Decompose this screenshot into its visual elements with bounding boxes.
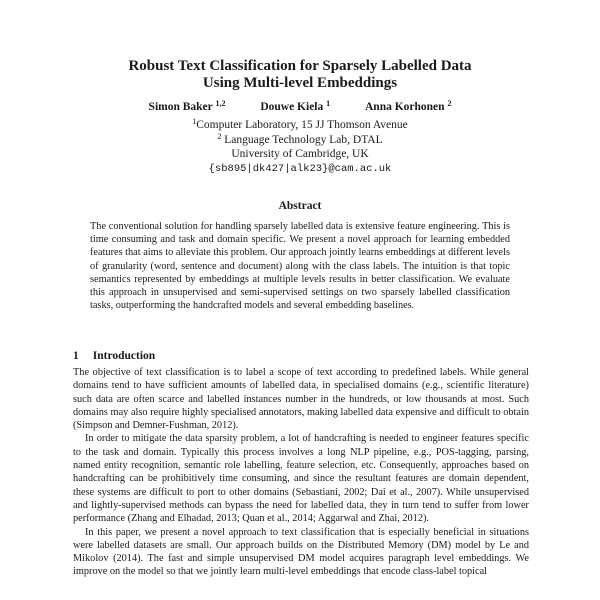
affil-text: Language Technology Lab, DTAL [224, 133, 383, 146]
title-line-1: Robust Text Classification for Sparsely Labelled Data [128, 58, 472, 74]
author-name: Simon Baker [148, 101, 213, 113]
paragraph: In order to mitigate the data sparsity problem, a lot of handcrafting is needed to engineer features specific to the task and domain. Typically this process involves a long NLP pipeline, e.g., POS-tagging, parsing, named entity recognition, semantic role labelling, feature selection, etc. Consequently, approaches based on handcrafting can be prohibitively time consuming, and since the resultant features are domain dependent, these systems are difficult to port to other domains (Sebastiani, 2002; Dai et al., 2007). While unsupervised and lightly-supervised methods can bypass the need for labelled data, they in turn tend to suffer from lower performance (Zhang and Elhadad, 2013; Quan et al., 2014; Aggarwal and Zhai, 2012). [73, 433, 529, 525]
affiliation-2 [0, 133, 600, 148]
author-affil-mark: 2 [447, 99, 452, 108]
paper-title [0, 58, 600, 92]
author-affil-mark: 1,2 [215, 99, 226, 108]
abstract-text: The conventional solution for handling sparsely labelled data is extensive feature engineering. This is time consuming and task and domain specific. We present a novel approach for learning embedded features that aims to alleviate this problem. Our approach jointly learns embeddings at different levels of granularity (word, sentence and document) along with the class labels. The intuition is that topic semantics represented by embeddings at multiple levels results in better classification. We evaluate this approach in unsupervised and semi-supervised settings on two sparsely labelled classification tasks, outperforming the handcrafted models and several embedding baselines. [90, 221, 510, 312]
paragraph: The objective of text classification is to label a scope of text according to predefined labels. While general domains tend to have sufficient amounts of labelled data, in specialised domains (e.g., scientific literature) such data are often scarce and labelled instances number in the hundreds, or low thousands at most. Such domains may also require highly specialised annotators, making labelled data expensive and difficult to obtain (Simpson and Demner-Fushman, 2012). [73, 367, 529, 432]
section-body [73, 366, 529, 579]
section-number: 1 [73, 350, 79, 362]
author-1 [149, 101, 226, 113]
author-list [0, 100, 600, 115]
author-name: Anna Korhonen [365, 101, 445, 113]
section-heading [73, 349, 155, 363]
author-emails: {sb895|dk427|alk23}@cam.ac.uk [208, 162, 392, 175]
affil-text: Computer Laboratory, 15 JJ Thomson Avenue [196, 119, 408, 131]
affiliation-3: University of Cambridge, UK [231, 148, 369, 160]
affil-mark: 2 [217, 131, 222, 141]
abstract-heading: Abstract [278, 200, 322, 212]
title-line-2: Using Multi-level Embeddings [202, 75, 398, 91]
affiliation-1 [0, 118, 600, 133]
author-3 [365, 101, 451, 113]
author-name: Douwe Kiela [260, 101, 324, 113]
author-affil-mark: 1 [326, 99, 331, 108]
author-2 [260, 101, 330, 113]
paragraph: In this paper, we present a novel approach to text classification that is especially beneficial in situations were labelled datasets are small. Our approach builds on the Distributed Memory (DM) model by Le and Mikolov (2014). The fast and simple unsupervised DM model acquires paragraph level embeddings. We improve on the model so that we jointly learn multi-level embeddings that encode class-label topical [73, 526, 529, 578]
affil-mark: 1 [192, 117, 197, 126]
section-title: Introduction [92, 350, 156, 362]
affiliations [0, 118, 600, 176]
